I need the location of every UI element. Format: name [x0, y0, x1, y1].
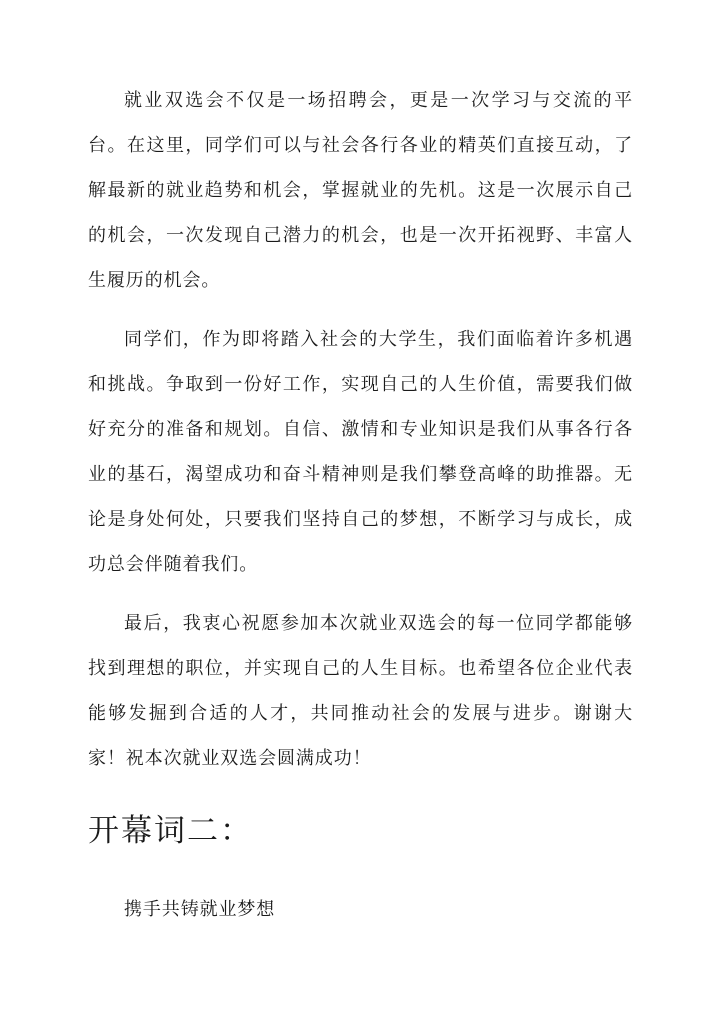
section-heading: 开幕词二：	[88, 813, 253, 849]
body-paragraph-2: 同学们，作为即将踏入社会的大学生，我们面临着许多机遇和挑战。争取到一份好工作，实现自己的人生价值，需要我们做好充分的准备和规划。自信、激情和专业知识是我们从事各行各业的基石，渴望成功和奋斗精神则是我们攀登高峰的助推器。无论是身处何处，只要我们坚持自己的梦想，不断学习与成长，成功总会伴随着我们。	[88, 329, 633, 575]
section-subtitle: 携手共铸就业梦想	[124, 899, 276, 920]
body-paragraph-3: 最后，我衷心祝愿参加本次就业双选会的每一位同学都能够找到理想的职位，并实现自己的人生目标。也希望各位企业代表能够发掘到合适的人才，共同推动社会的发展与进步。谢谢大家！祝本次就业双选会圆满成功！	[88, 613, 633, 769]
body-paragraph-1: 就业双选会不仅是一场招聘会，更是一次学习与交流的平台。在这里，同学们可以与社会各行各业的精英们直接互动，了解最新的就业趋势和机会，掌握就业的先机。这是一次展示自己的机会，一次发现自己潜力的机会，也是一次开拓视野、丰富人生履历的机会。	[88, 90, 633, 291]
document-page	[88, 78, 633, 925]
